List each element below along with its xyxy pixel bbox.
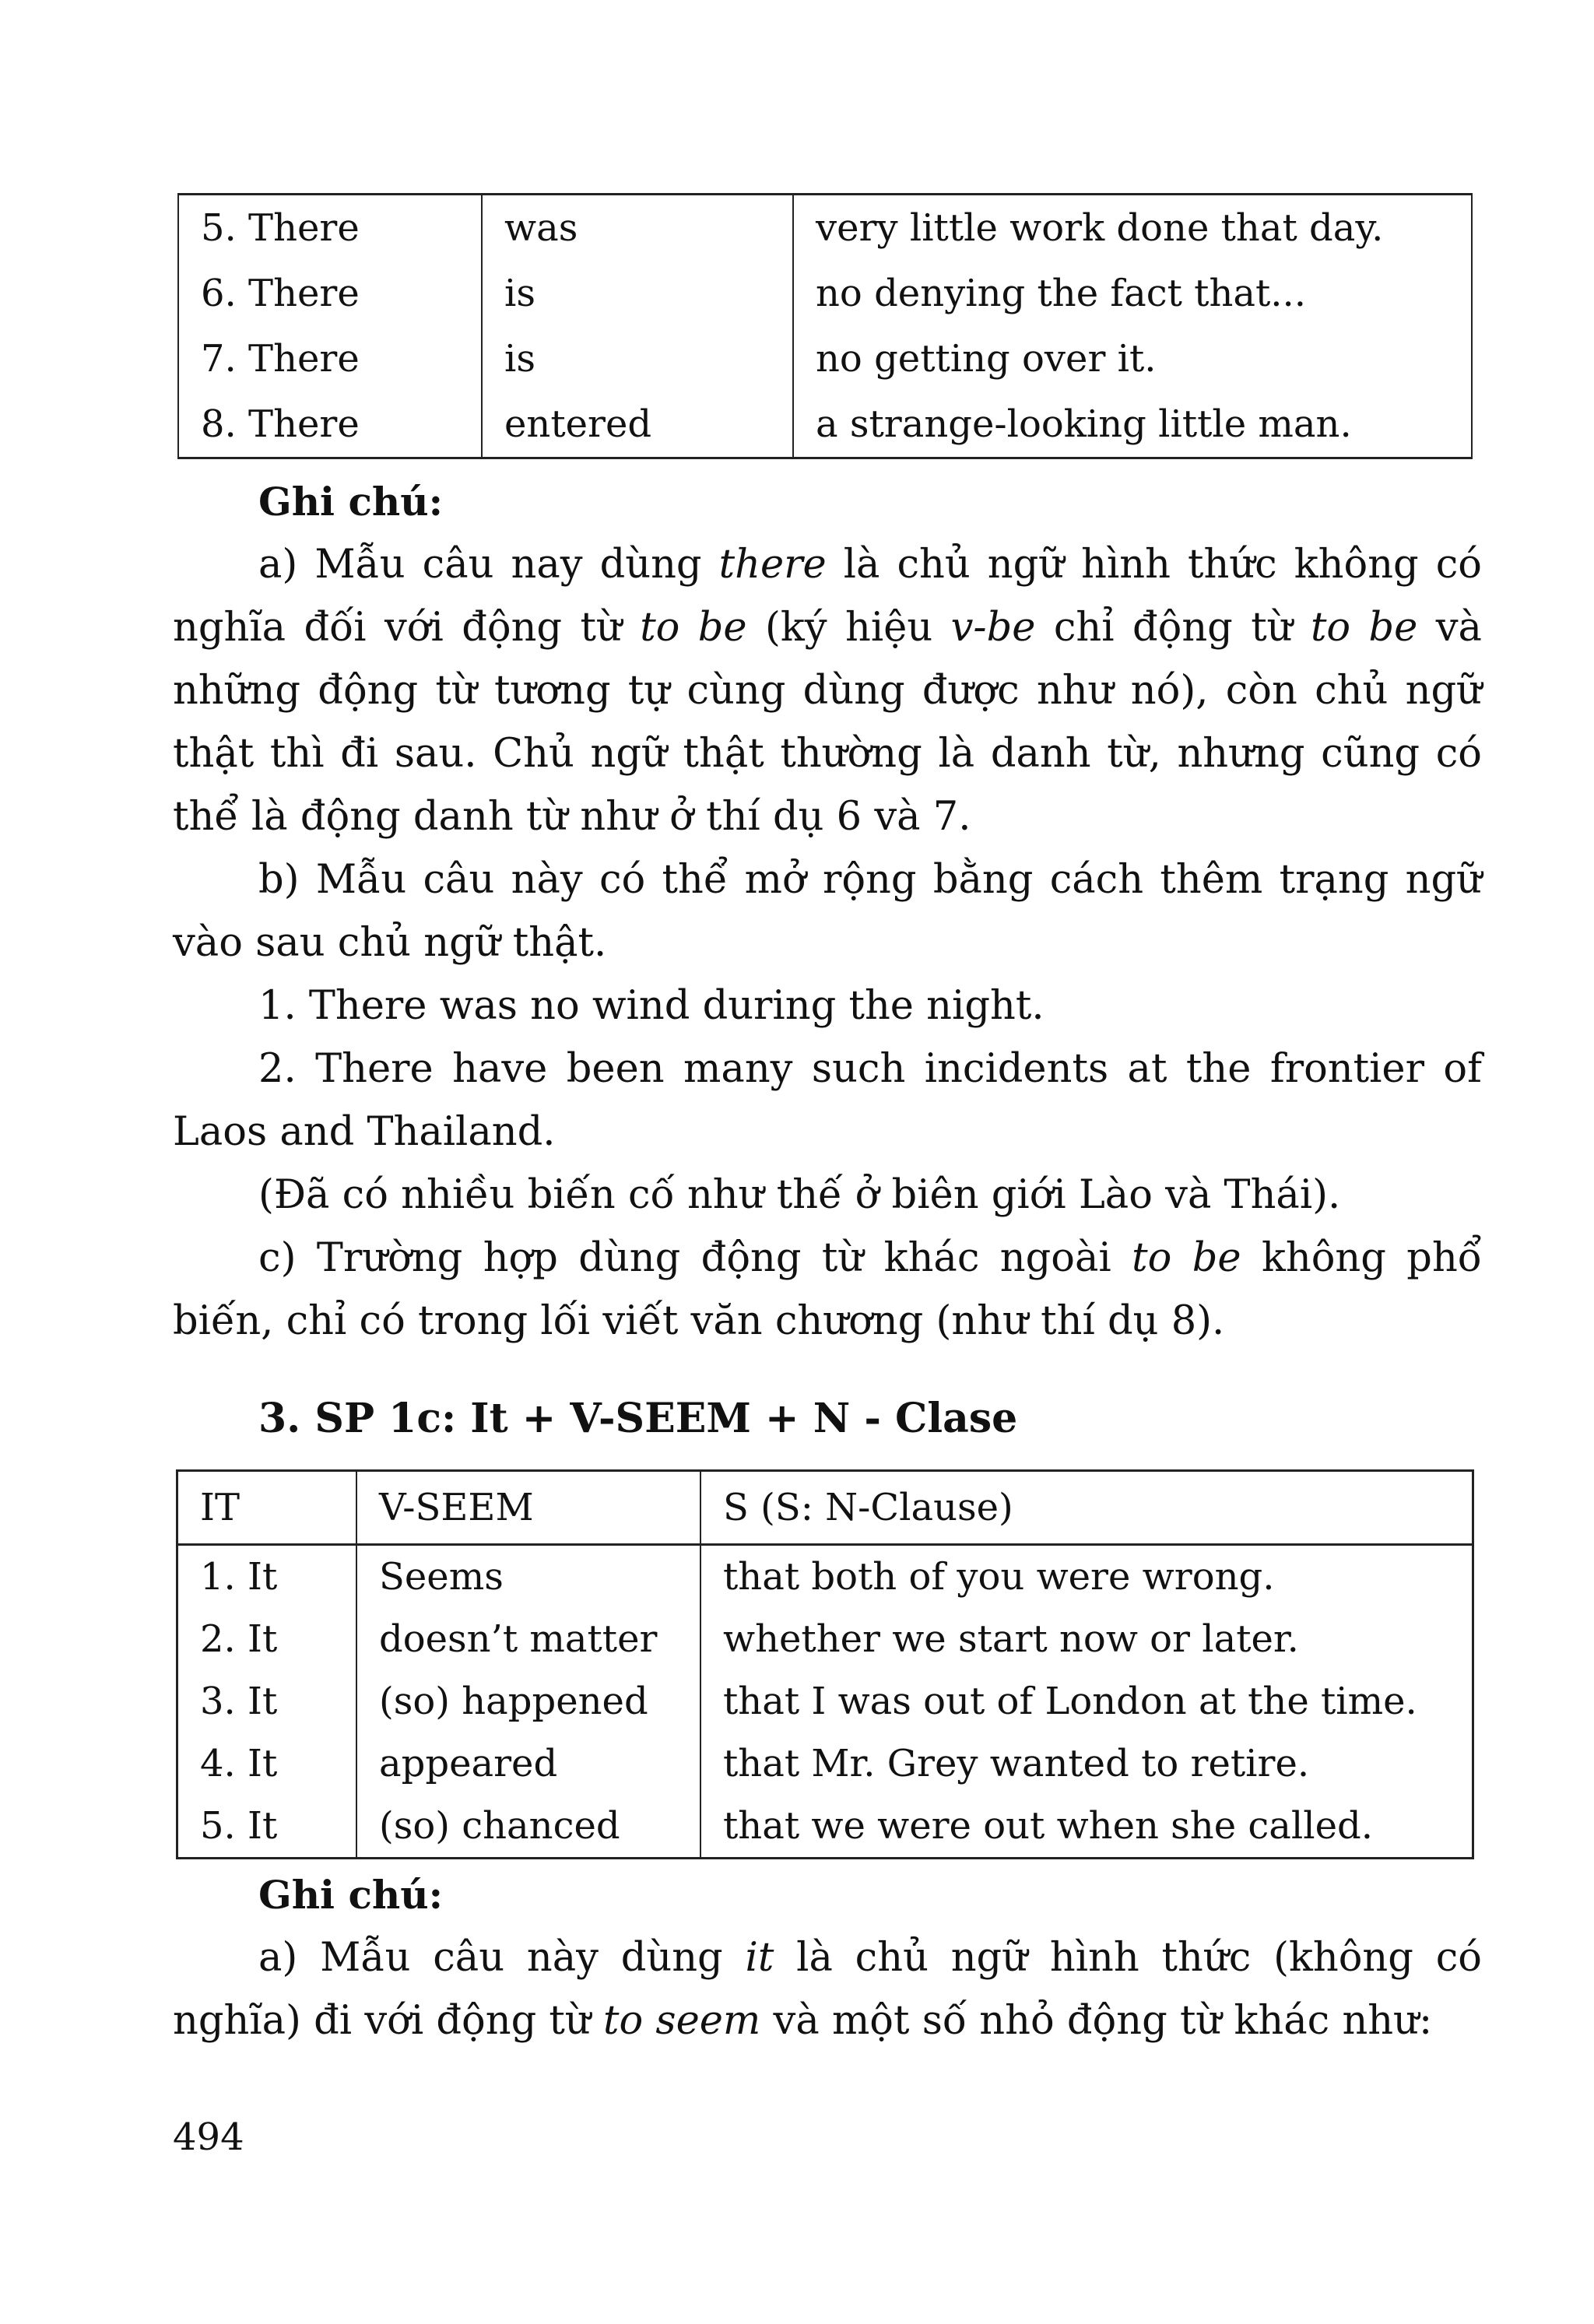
section-heading: 3. SP 1c: It + V-SEEM + N - Clase — [258, 1395, 1018, 1442]
table-cell: is — [482, 261, 793, 326]
it-seem-examples-table — [176, 1469, 1474, 1859]
table-row — [177, 1608, 1473, 1670]
table-cell: appeared — [356, 1732, 700, 1795]
table-cell: 3. It — [177, 1670, 357, 1732]
table-cell: entered — [482, 391, 793, 458]
table-cell: Seems — [356, 1545, 700, 1609]
table-cell: that I was out of London at the time. — [700, 1670, 1473, 1732]
table-cell: doesn’t matter — [356, 1608, 700, 1670]
table-cell: 1. It — [177, 1545, 357, 1609]
table-cell: 2. It — [177, 1608, 357, 1670]
table-row — [177, 1732, 1473, 1795]
note-paragraph-b: b) Mẫu câu này có thể mở rộng bằng cách thêm trạng ngữ vào sau chủ ngữ thật. — [173, 857, 1482, 966]
column-header: IT — [177, 1471, 357, 1545]
example-translation: (Đã có nhiều biến cố như thế ở biên giới Lào và Thái). — [258, 1172, 1341, 1218]
table-row — [178, 195, 1472, 262]
table-cell: 6. There — [178, 261, 482, 326]
there-examples-table — [177, 193, 1473, 459]
table-cell: whether we start now or later. — [700, 1608, 1473, 1670]
table-cell: no getting over it. — [793, 326, 1472, 391]
table-row — [177, 1545, 1473, 1609]
note-section-2 — [173, 1863, 1482, 2052]
table-row — [178, 391, 1472, 458]
table-cell: 8. There — [178, 391, 482, 458]
table-cell: (so) happened — [356, 1670, 700, 1732]
table-row — [178, 326, 1472, 391]
table-row — [177, 1670, 1473, 1732]
note-heading: Ghi chú: — [258, 479, 444, 525]
table-cell: no denying the fact that... — [793, 261, 1472, 326]
note-paragraph-c: c) Trường hợp dùng động từ khác ngoài to be không phổ biến, chỉ có trong lối viết văn chương (như thí dụ 8). — [173, 1235, 1482, 1344]
table-cell: that both of you were wrong. — [700, 1545, 1473, 1609]
column-header: S (S: N-Clause) — [700, 1471, 1473, 1545]
note-heading: Ghi chú: — [258, 1872, 444, 1918]
page-number: 494 — [173, 2115, 244, 2159]
example-sentence: 2. There have been many such incidents at the frontier of Laos and Thailand. — [173, 1046, 1482, 1155]
table-header-row — [177, 1471, 1473, 1545]
table-cell: very little work done that day. — [793, 195, 1472, 262]
note-section-1 — [173, 470, 1482, 1353]
example-sentence: 1. There was no wind during the night. — [258, 983, 1045, 1029]
table-cell: that we were out when she called. — [700, 1795, 1473, 1859]
table-cell: 5. It — [177, 1795, 357, 1859]
table-cell: 5. There — [178, 195, 482, 262]
table-cell: 7. There — [178, 326, 482, 391]
note-paragraph-a: a) Mẫu câu nay dùng there là chủ ngữ hình thức không có nghĩa đối với động từ to be (ký hiệu v-be chỉ động từ to be và những động từ tương tự cùng dùng được như nó), còn chủ ngữ thật thì đi sau. Chủ ngữ thật thường là danh từ, nhưng cũng có thể là động danh từ như ở thí dụ 6 và 7. — [173, 542, 1482, 840]
table-cell: that Mr. Grey wanted to retire. — [700, 1732, 1473, 1795]
table-row — [178, 261, 1472, 326]
table-cell: was — [482, 195, 793, 262]
table-cell: (so) chanced — [356, 1795, 700, 1859]
table-row — [177, 1795, 1473, 1859]
note-paragraph-a: a) Mẫu câu này dùng it là chủ ngữ hình thức (không có nghĩa) đi với động từ to seem và một số nhỏ động từ khác như: — [173, 1935, 1482, 2044]
column-header: V-SEEM — [356, 1471, 700, 1545]
table-cell: 4. It — [177, 1732, 357, 1795]
table-cell: a strange-looking little man. — [793, 391, 1472, 458]
table-cell: is — [482, 326, 793, 391]
